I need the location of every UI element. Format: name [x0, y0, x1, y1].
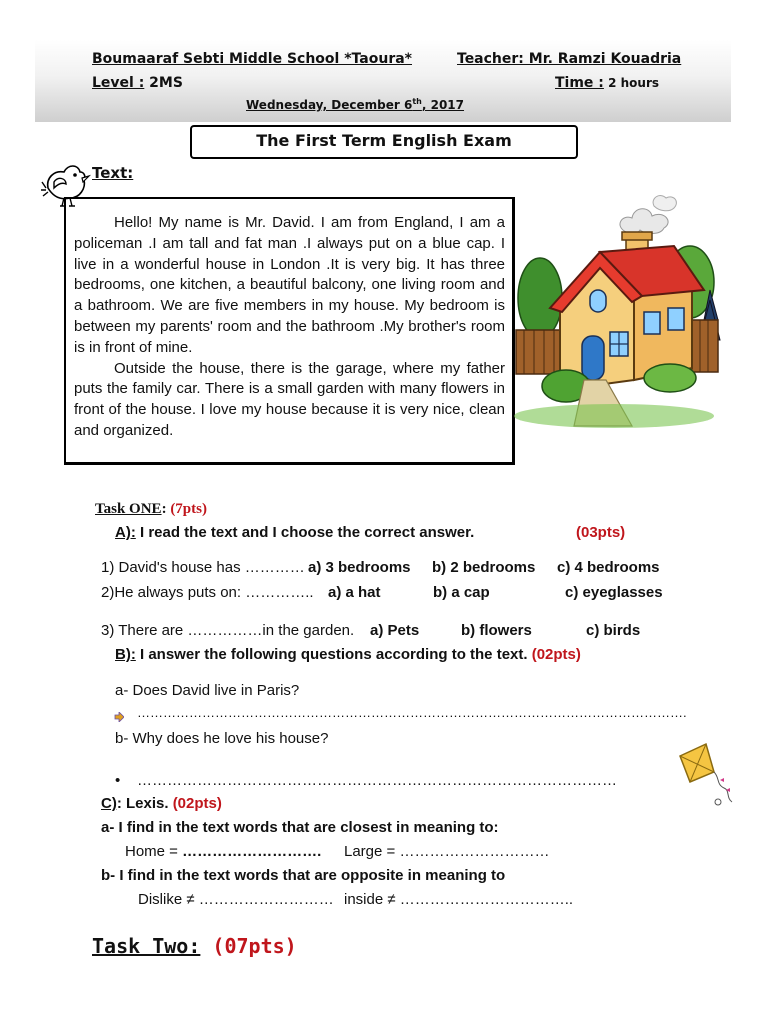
house-illustration [514, 190, 724, 430]
arrow-bullet-icon [114, 709, 124, 719]
question-1-option-c: c) 4 bedrooms [557, 559, 660, 576]
level-field [92, 75, 183, 91]
text-label: Text: [92, 164, 134, 182]
section-b-label: B): [115, 646, 136, 663]
question-1-stem: 1) David's house has ………… [101, 559, 305, 576]
section-a-label: A): [115, 524, 136, 541]
task-two-heading [92, 934, 297, 958]
lexis-instruction-a: a- I find in the text words that are closest in meaning to: [101, 819, 499, 836]
open-question-1: a- Does David live in Paris? [115, 682, 300, 699]
time-value: 2 hours [603, 76, 660, 90]
passage-paragraph-2: Outside the house, there is the garage, where my father puts the family car. There is a small garden with many flowers in front of the house. I love my house because it is very nice, clean and organized. [74, 359, 505, 439]
task-two-label: Task Two: [92, 934, 201, 958]
section-a-heading [115, 524, 474, 541]
question-2-stem: 2)He always puts on: ………….. [101, 584, 314, 601]
answer-line-1[interactable]: ………………………………………………………………………………………………………………. [137, 705, 687, 720]
level-label: Level : [92, 75, 145, 91]
level-value: 2MS [144, 75, 183, 91]
home-label: Home = [125, 843, 183, 860]
answer-bullet: • [115, 772, 121, 789]
section-b-instruction: I answer the following questions according to the text. [135, 646, 528, 663]
question-3-option-a: a) Pets [370, 622, 420, 639]
date-text: Wednesday, December 6 [246, 98, 413, 112]
question-2-option-c: c) eyeglasses [565, 584, 663, 601]
task-one-heading [95, 500, 207, 518]
answer-line-2[interactable]: …………………………………………………………………………………… [137, 772, 617, 789]
lexis-instruction-b: b- I find in the text words that are opposite in meaning to [101, 867, 506, 884]
antonym-dislike[interactable]: Dislike ≠ ……………………… [138, 891, 334, 908]
section-c-heading [101, 795, 222, 812]
synonym-large[interactable]: Large = ………………………… [344, 843, 550, 860]
section-b-points: (02pts) [531, 646, 581, 663]
section-c-points: (02pts) [172, 795, 222, 812]
synonym-home [125, 843, 321, 860]
date-year: , 2017 [421, 98, 465, 112]
question-1-option-a: a) 3 bedrooms [308, 559, 411, 576]
question-3-option-b: b) flowers [461, 622, 532, 639]
reading-passage [64, 197, 515, 465]
section-c-label: C) [101, 795, 117, 812]
task-two-points: (07pts) [200, 934, 297, 958]
task-one-colon: : [161, 501, 171, 517]
time-field [555, 75, 659, 91]
school-name: Boumaaraf Sebti Middle School *Taoura* [92, 51, 412, 67]
antonym-inside[interactable]: inside ≠ …………………………….. [344, 891, 574, 908]
task-one-label: Task ONE [95, 501, 162, 517]
question-2-option-a: a) a hat [328, 584, 381, 601]
exam-date [246, 97, 464, 112]
exam-title: The First Term English Exam [190, 125, 578, 159]
question-2-option-b: b) a cap [433, 584, 490, 601]
kite-icon [676, 742, 738, 808]
teacher-name: Teacher: Mr. Ramzi Kouadria [457, 51, 682, 67]
time-label: Time : [555, 75, 604, 91]
question-1-option-b: b) 2 bedrooms [432, 559, 536, 576]
date-suffix: th [412, 97, 422, 106]
question-3-stem: 3) There are ……………in the garden. [101, 622, 355, 639]
section-b-heading [115, 646, 581, 663]
passage-paragraph-1: Hello! My name is Mr. David. I am from England, I am a policeman .I am tall and fat man .I always put on a blue cap. I live in a wonderful house in London .It is very big. It has three bedrooms, one kitchen, a beautiful balcony, one living room and a bathroom. We are five members in my house. My bedroom is between my parents' room and the bathroom .My brother's room is in front of mine. [74, 214, 505, 356]
section-a-instruction: I read the text and I choose the correct answer. [135, 524, 475, 541]
task-one-points: (7pts) [170, 501, 207, 517]
open-question-2: b- Why does he love his house? [115, 730, 329, 747]
home-answer-blank[interactable]: ………………………. [182, 843, 322, 860]
question-3-option-c: c) birds [586, 622, 641, 639]
section-c-title: : Lexis. [116, 795, 173, 812]
section-a-points: (03pts) [576, 524, 626, 541]
